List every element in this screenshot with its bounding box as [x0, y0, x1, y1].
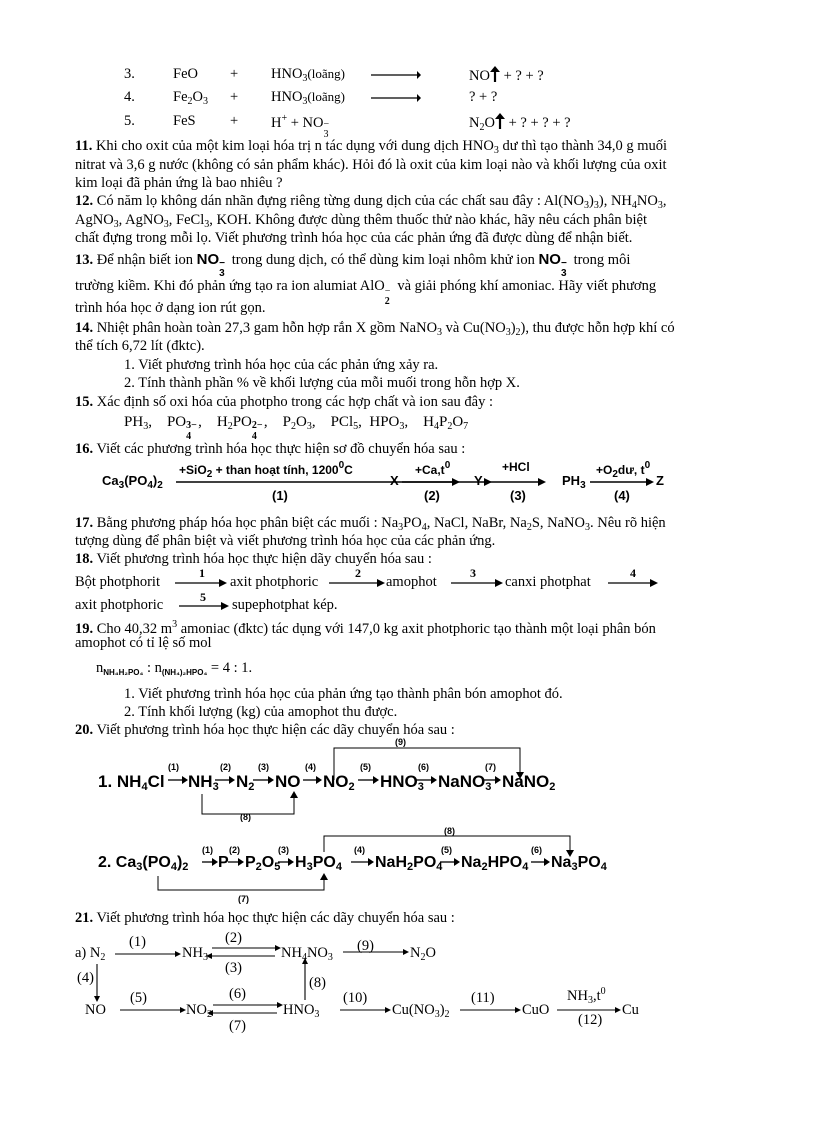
q12-line1: 12. Có năm lọ không dán nhãn đựng riêng từng dung dịch của các chất sau đây : $Al(NO_3)_3$), $NH_4NO_3$,: [75, 193, 667, 211]
q19-ratio: $n_{NH_4H_2PO_4}$ : $n_{(NH_4)_2HPO_4} = 4$ : 1.: [96, 660, 253, 677]
arrow-icon: [329, 578, 385, 588]
arrow-icon: [590, 477, 654, 487]
gas-up-arrow-icon: [495, 113, 505, 129]
q15-items: $PH_3$, PO 3− 4 , $H_2PO$ 2− 4 , $P_2O_3$, PCl$_5$, $HPO_3$, $H_4P_2O_7$: [124, 414, 469, 442]
arrow-icon: [371, 70, 421, 80]
arrow-icon: [402, 477, 460, 487]
q20-chain2: 2. $Ca_3(PO_4)_2$ P $P_2O_5$ $H_3PO_4$ $NaH_2PO_4$ $Na_2HPO_4$ $Na_3PO_4$ (1) (2) (3) (4) (5) (6) (7) (8): [98, 826, 618, 910]
arrow-icon: [179, 601, 229, 611]
q19-sub2: 2. Tính khối lượng (kg) của amophot thu được.: [124, 704, 398, 720]
arrow-icon: [175, 578, 227, 588]
q14-line1: 14. Nhiệt phân hoàn toàn 27,3 gam hỗn hợp rắn X gồm NaNO$_3$ và $Cu(NO_3)_2$), thu được hỗn hợp khí có: [75, 320, 675, 338]
document-page: 3. FeO + $HNO_3(loãng)$ NO + ? + ? 4. $Fe_2O_3$ + $HNO_3(loãng)$ ? + ? 5. FeS + H+ + NO − 3 $N_2O$ + ? + ? + ? 11. Khi cho oxit của một kim loại hóa trị n tác dụng với dung dịch $HNO_3$ dư thì tạo thành 34,0 g muối nitrat và 3,6 g nước (không có sản phẩm khác). Hỏi đó là oxit của kim loại nào và khối lượng của oxit kim loại đã phản ứng là bao nhiêu ? 12. Có năm lọ không dán nhãn đựng riêng từng dung dịch của các chất sau đây : $Al(NO_3)_3$), $NH_4NO_3$, AgNO$_3$, AgNO$_3$, FeCl$_3$, KOH. Không được dùng thêm thuốc thử nào khác, hãy nêu cách phân biệt chất đựng trong mỗi lọ. Viết phương trình hóa học của các phản ứng đã được dùng để nhận biết. 13. Để nhận biết ion NO − 3 trong dung dịch, có thể dùng kim loại nhôm khử ion NO − 3 trong môi trường kiềm. Khi đó phản ứng tạo ra ion alumiat AlO − 2 và giải phóng khí amoniac. Hãy viết phương trình hóa học ở dạng ion rút gọn. 14. Nhiệt phân hoàn toàn 27,3 gam hỗn hợp rắn X gồm NaNO$_3$ và $Cu(NO_3)_2$), thu được hỗn hợp khí có thể tích 6,72 lít (đktc). 1. Viết phương trình hóa học của các phản ứng xảy ra. 2. Tính thành phần % về khối lượng của mỗi muối trong hỗn hợp X. 15. Xác định số oxi hóa của photpho trong các hợp chất và ion sau đây : $PH_3$, PO 3− 4 , $H_2PO$ 2− 4 , $P_2O_3$, PCl$_5$, $HPO_3$, $H_4P_2O_7$ 16. Viết các phương trình hóa học thực hiện sơ đồ chuyển hóa sau : $Ca_3(PO_4)_2$ +SiO$_2$ + than hoạt tính, 1200$^0$C (1) X $+Ca,t^0$ (2) Y +HCl (3) $PH_3$ $+O_2dư$, $t^0$ (4) Z 17. Bằng phương pháp hóa học phân biệt các muối : $Na_3PO_4$, NaCl, NaBr, $Na_2S$, NaNO$_3$. Nêu rõ hiện tượng dùng để phân biệt và viết phương trình hóa học của các phản ứng. 18. Viết phương trình hóa học thực hiện dãy chuyển hóa sau : Bột photphorit 1 axit photphoric 2 amophot 3 canxi photphat 4 axit photphoric 5 supephotphat kép. 19. Cho 40,32 $m^3$ amoniac (đktc) tác dụng với 147,0 kg axit photphoric tạo thành một loại phân bón amophot có tỉ lệ số mol $n_{NH_4H_2PO_4}$ : $n_{(NH_4)_2HPO_4} = 4$ : 1. 1. Viết phương trình hóa học của phản ứng tạo thành phân bón amophot đó. 2. Tính khối lượng (kg) của amophot thu được. 20. Viết phương trình hóa học thực hiện các dãy chuyển hóa sau : 1. $NH_4Cl$ $NH_3$ $N_2$ NO $NO_2$ $HNO_3$ NaNO$_3$ NaNO$_2$ (1) (2) (3) (4) (5) (6) (7) (8) (9) 2. $Ca_3(PO_4)_2$ P $P_2O_5$ $H_3PO_4$ $NaH_2PO_4$ $Na_2HPO_4$ $Na_3PO_4$ (1) (2) (3) (4) (5) (6) (7) (8) 21. Viết phương trình hóa học thực hiện các dãy chuyển hóa sau : a) $N_2$ $NH_3$ $NH_4NO_3$ $N_2O$ NO $NO_2$ $HNO_3$ $Cu(NO_3)_2$ CuO Cu $NH_3,t^0$ (1) (2) (3) (4) (5) (6) (7) (8) (9) (10) (11) (12): [0, 0, 816, 1123]
q18-line1: 18. Viết phương trình hóa học thực hiện dãy chuyển hóa sau :: [75, 551, 432, 567]
gas-up-arrow-icon: [490, 66, 500, 82]
q12-line2: AgNO$_3$, AgNO$_3$, FeCl$_3$, KOH. Không được dùng thêm thuốc thử nào khác, hãy nêu cách phân biệt: [75, 212, 647, 230]
q17-line2: tượng dùng để phân biệt và viết phương trình hóa học của các phản ứng.: [75, 533, 496, 549]
q19-line2: amophot có tỉ lệ số mol: [75, 635, 212, 651]
arrow-icon: [451, 578, 503, 588]
q21-line1: 21. Viết phương trình hóa học thực hiện các dãy chuyển hóa sau :: [75, 910, 455, 926]
q17-line1: 17. Bằng phương pháp hóa học phân biệt các muối : $Na_3PO_4$, NaCl, NaBr, $Na_2S$, NaNO$_3$. Nêu rõ hiện: [75, 515, 666, 533]
q16-line1: 16. Viết các phương trình hóa học thực hiện sơ đồ chuyển hóa sau :: [75, 441, 466, 457]
q14-sub1: 1. Viết phương trình hóa học của các phản ứng xảy ra.: [124, 357, 439, 373]
q11-line3: kim loại đã phản ứng là bao nhiêu ?: [75, 175, 283, 191]
q12-line3: chất đựng trong mỗi lọ. Viết phương trình hóa học của các phản ứng đã được dùng để nhận biết.: [75, 230, 633, 246]
q20-line1: 20. Viết phương trình hóa học thực hiện các dãy chuyển hóa sau :: [75, 722, 455, 738]
q11-line2: nitrat và 3,6 g nước (không có sản phẩm khác). Hỏi đó là oxit của kim loại nào và khối lượng của oxit: [75, 157, 667, 173]
q18-scheme: Bột photphorit 1 axit photphoric 2 amophot 3 canxi photphat 4 axit photphoric 5 supephotphat kép.: [75, 566, 715, 616]
q16-scheme: $Ca_3(PO_4)_2$ +SiO$_2$ + than hoạt tính, 1200$^0$C (1) X $+Ca,t^0$ (2) Y +HCl (3) $PH_3$ $+O_2dư$, $t^0$ (4) Z: [102, 460, 664, 503]
q21-scheme: a) $N_2$ $NH_3$ $NH_4NO_3$ $N_2O$ NO $NO_2$ $HNO_3$ $Cu(NO_3)_2$ CuO Cu $NH_3,t^0$ (1) (2) (3) (4) (5) (6) (7) (8) (9) (10) (11) (12): [75, 928, 675, 1038]
q13-line3: trình hóa học ở dạng ion rút gọn.: [75, 300, 266, 316]
q11-line1: 11. Khi cho oxit của một kim loại hóa trị n tác dụng với dung dịch $HNO_3$ dư thì tạo thành 34,0 g muối: [75, 138, 668, 156]
q14-sub2: 2. Tính thành phần % về khối lượng của mỗi muối trong hỗn hợp X.: [124, 375, 520, 391]
q20-chain1: 1. $NH_4Cl$ $NH_3$ $N_2$ NO $NO_2$ $HNO_3$ NaNO$_3$ NaNO$_2$ (1) (2) (3) (4) (5) (6) (7) (8) (9): [98, 736, 618, 826]
arrow-icon: [490, 477, 546, 487]
q19-line1: 19. Cho 40,32 $m^3$ amoniac (đktc) tác dụng với 147,0 kg axit photphoric tạo thành một loại phân bón: [75, 619, 656, 637]
arrow-icon: [608, 578, 658, 588]
q13-line1: 13. Để nhận biết ion NO − 3 trong dung dịch, có thể dùng kim loại nhôm khử ion NO − 3 trong môi: [75, 251, 631, 279]
q14-line2: thể tích 6,72 lít (đktc).: [75, 338, 205, 354]
q15-line1: 15. Xác định số oxi hóa của photpho trong các hợp chất và ion sau đây :: [75, 394, 493, 410]
arrow-icon: [371, 93, 421, 103]
q13-line2: trường kiềm. Khi đó phản ứng tạo ra ion alumiat AlO − 2 và giải phóng khí amoniac. Hãy viết phương: [75, 278, 657, 307]
q19-sub1: 1. Viết phương trình hóa học của phản ứng tạo thành phân bón amophot đó.: [124, 686, 563, 702]
